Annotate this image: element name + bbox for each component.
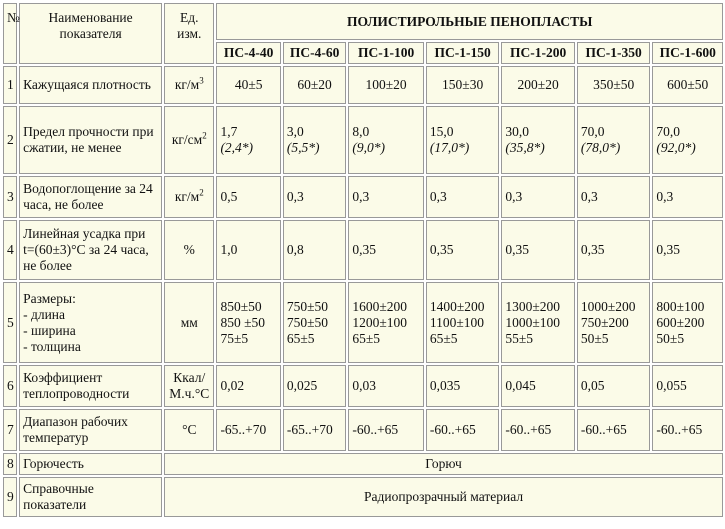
header-num: № (3, 3, 17, 64)
cell-value: 350±50 (577, 66, 651, 104)
header-name: Наименование показателя (19, 3, 162, 64)
cell-value: -60..+65 (501, 409, 575, 451)
row-unit: $кг/см^2$ (164, 106, 214, 174)
table-row (3, 453, 723, 475)
row-name: Линейная усадка при t=(60±3)°С за 24 часа, не более (19, 220, 162, 280)
cell-value: 0,03 (348, 365, 424, 407)
cell-value: 60±20 (283, 66, 346, 104)
row-number: 6 (3, 365, 17, 407)
row-number: 3 (3, 176, 17, 218)
row-name: Горючесть (19, 453, 162, 475)
grade-header: ПС-4-40 (216, 42, 280, 64)
row-name: Кажущаяся плотность (19, 66, 162, 104)
cell-value: 0,35 (348, 220, 424, 280)
cell-value: 600±50 (652, 66, 723, 104)
grade-header: ПС-1-100 (348, 42, 424, 64)
cell-value: 1,0 (216, 220, 280, 280)
row-number: 1 (3, 66, 17, 104)
cell-value: 750±50 750±50 65±5 (283, 282, 346, 363)
cell-value: 0,35 (426, 220, 500, 280)
cell-value: 800±100 600±200 50±5 (652, 282, 723, 363)
row-name: Справочные показатели (19, 477, 162, 517)
row-unit: Ккал/ М.ч.°С (164, 365, 214, 407)
cell-value: 150±30 (426, 66, 500, 104)
properties-table (1, 1, 725, 519)
table-row (3, 365, 723, 407)
table-row (3, 106, 723, 174)
cell-value: 0,05 (577, 365, 651, 407)
header-group: ПОЛИСТИРОЛЬНЫЕ ПЕНОПЛАСТЫ (216, 3, 723, 40)
cell-value: 0,3 (283, 176, 346, 218)
cell-value: 0,3 (348, 176, 424, 218)
table-row (3, 409, 723, 451)
row-name: Коэффициент теплопроводности (19, 365, 162, 407)
cell-value: -65..+70 (216, 409, 280, 451)
cell-value: 8,0 (9,0*) (348, 106, 424, 174)
cell-value: 0,02 (216, 365, 280, 407)
row-number: 4 (3, 220, 17, 280)
cell-value: 30,0 (35,8*) (501, 106, 575, 174)
table-row (3, 176, 723, 218)
row-number: 7 (3, 409, 17, 451)
grade-header: ПС-4-60 (283, 42, 346, 64)
cell-value: 40±5 (216, 66, 280, 104)
cell-value: -60..+65 (652, 409, 723, 451)
cell-value: 0,5 (216, 176, 280, 218)
cell-value: 200±20 (501, 66, 575, 104)
span-value: Радиопрозрачный материал (164, 477, 723, 517)
cell-value: 0,035 (426, 365, 500, 407)
row-unit: °С (164, 409, 214, 451)
cell-value: 1,7 (2,4*) (216, 106, 280, 174)
span-value: Горюч (164, 453, 723, 475)
cell-value: 3,0 (5,5*) (283, 106, 346, 174)
cell-value: 0,8 (283, 220, 346, 280)
cell-value: 0,3 (501, 176, 575, 218)
cell-value: 0,025 (283, 365, 346, 407)
row-name: Водопоглощение за 24 часа, не более (19, 176, 162, 218)
table-row (3, 66, 723, 104)
cell-value: 70,0 (92,0*) (652, 106, 723, 174)
row-name: Размеры: - длина - ширина - толщина (19, 282, 162, 363)
cell-value: 0,35 (501, 220, 575, 280)
grade-header: ПС-1-200 (501, 42, 575, 64)
cell-value: 1400±200 1100±100 65±5 (426, 282, 500, 363)
cell-value: 100±20 (348, 66, 424, 104)
row-number: 2 (3, 106, 17, 174)
table-row (3, 477, 723, 517)
cell-value: 0,35 (652, 220, 723, 280)
row-number: 5 (3, 282, 17, 363)
cell-value: -60..+65 (426, 409, 500, 451)
header-unit: Ед. изм. (164, 3, 214, 64)
table-row (3, 282, 723, 363)
cell-value: -60..+65 (348, 409, 424, 451)
cell-value: 0,35 (577, 220, 651, 280)
row-unit: мм (164, 282, 214, 363)
row-unit: $кг/м^3$ (164, 66, 214, 104)
grade-header: ПС-1-350 (577, 42, 651, 64)
cell-value: 1000±200 750±200 50±5 (577, 282, 651, 363)
table-row (3, 220, 723, 280)
cell-value: 70,0 (78,0*) (577, 106, 651, 174)
cell-value: -60..+65 (577, 409, 651, 451)
cell-value: 0,3 (577, 176, 651, 218)
grade-header: ПС-1-600 (652, 42, 723, 64)
cell-value: 1300±200 1000±100 55±5 (501, 282, 575, 363)
row-unit: % (164, 220, 214, 280)
cell-value: -65..+70 (283, 409, 346, 451)
cell-value: 0,045 (501, 365, 575, 407)
row-number: 9 (3, 477, 17, 517)
row-name: Диапазон рабочих температур (19, 409, 162, 451)
row-number: 8 (3, 453, 17, 475)
cell-value: 15,0 (17,0*) (426, 106, 500, 174)
cell-value: 0,3 (426, 176, 500, 218)
grade-header: ПС-1-150 (426, 42, 500, 64)
cell-value: 1600±200 1200±100 65±5 (348, 282, 424, 363)
row-unit: $кг/м^2$ (164, 176, 214, 218)
cell-value: 0,055 (652, 365, 723, 407)
cell-value: 850±50 850 ±50 75±5 (216, 282, 280, 363)
cell-value: 0,3 (652, 176, 723, 218)
row-name: Предел прочности при сжатии, не менее (19, 106, 162, 174)
